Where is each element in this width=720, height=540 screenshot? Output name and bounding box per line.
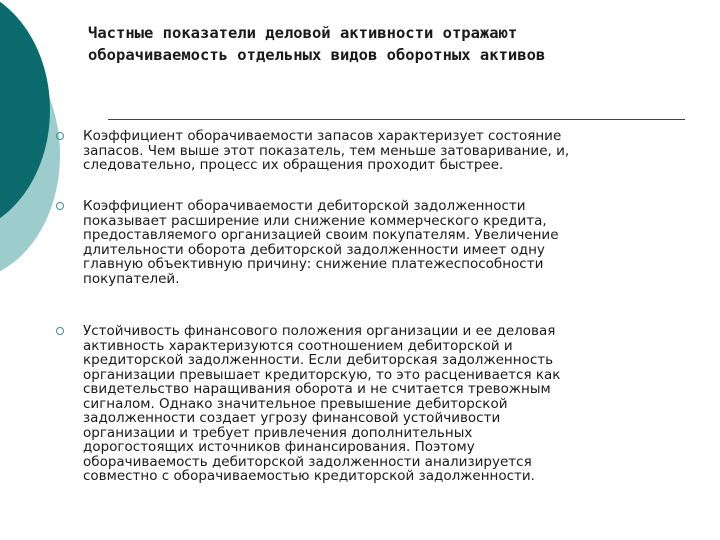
bullet-line: показывает расширение или снижение коммерческого кредита, xyxy=(83,212,547,229)
bullet-line: организации превышает кредиторскую, то это расценивается как xyxy=(83,366,561,383)
bullet-ring-icon xyxy=(56,132,64,140)
bullet-text xyxy=(83,129,703,173)
bullet-line: организации и требует привлечения дополнительных xyxy=(83,424,473,441)
title-line-1: Частные показатели деловой активности отражают xyxy=(88,24,518,42)
bullet-line: дорогостоящих источников финансирования. Поэтому xyxy=(83,439,475,455)
bullet-line: активность характеризуются соотношением дебиторской и xyxy=(83,337,513,354)
bullet-line: длительности оборота дебиторской задолженности имеет одну xyxy=(83,241,545,258)
bullet-line: следовательно, процесс их обращения проходит быстрее. xyxy=(83,157,504,173)
bullet-text xyxy=(83,324,703,484)
bullet-line: Коэффициент оборачиваемости запасов характеризует состояние xyxy=(83,128,562,144)
bullet-line: свидетельство наращивания оборота и не считается тревожным xyxy=(83,381,551,397)
bullet-line: предоставляемого организацией своим покупателям. Увеличение xyxy=(83,227,559,243)
bullet-line: запасов. Чем выше этот показатель, тем меньше затоваривание, и, xyxy=(83,142,570,159)
bullet-line: главную объективную причину: снижение платежеспособности xyxy=(83,256,544,272)
bullet-text xyxy=(83,199,703,286)
bullet-line: сигналом. Однако значительное превышение дебиторской xyxy=(83,395,508,412)
bullet-line: Устойчивость финансового положения организации и ее деловая xyxy=(83,323,556,339)
bullet-line: совместно с оборачиваемостью кредиторской задолженности. xyxy=(83,468,535,484)
bullet-line: оборачиваемость дебиторской задолженности анализируется xyxy=(83,453,532,470)
bullet-line: покупателей. xyxy=(83,270,180,287)
bullet-line: задолженности создает угрозу финансовой устойчивости xyxy=(83,410,501,426)
bullet-ring-icon xyxy=(56,202,64,210)
bullet-ring-icon xyxy=(56,327,64,335)
bullet-line: Коэффициент оборачиваемости дебиторской задолженности xyxy=(83,198,526,214)
bullet-line: кредиторской задолженности. Если дебиторская задолженность xyxy=(83,352,554,368)
title-line-2: оборачиваемость отдельных видов оборотных активов xyxy=(88,46,546,64)
